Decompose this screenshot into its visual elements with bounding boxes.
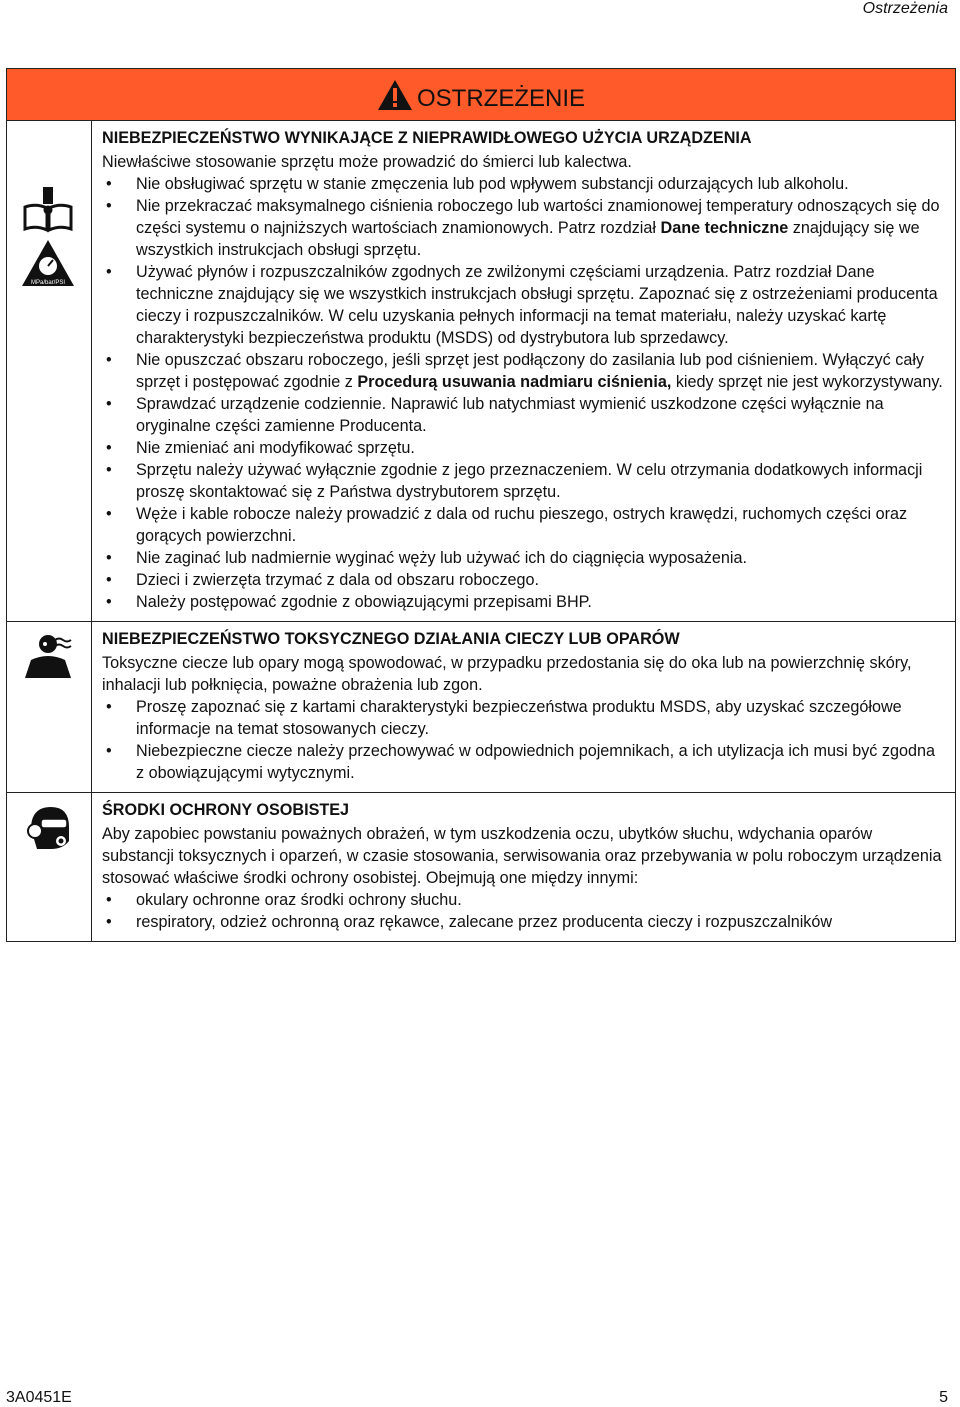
list-item: • Nie przekraczać maksymalnego ciśnienia roboczego lub wartości znamionowej temperatury odnoszących się do części systemu o najniższych wartościach znamionowych. Patrz rozdział Dane techniczne znajdujący się we wszystkich instrukcjach obsługi sprzętu. (102, 195, 945, 261)
toxic-fumes-icon (21, 632, 75, 683)
section-intro: Toksyczne ciecze lub opary mogą spowodować, w przypadku przedostania się do oka lub na powierzchnię skóry, inhalacji lub połknięcia, poważne obrażenia lub zgon. (102, 654, 912, 694)
section-intro: Niewłaściwe stosowanie sprzętu może prowadzić do śmierci lub kalectwa. (102, 153, 632, 171)
equipment-misuse-section (7, 121, 955, 622)
section-title: NIEBEZPIECZEŃSTWO TOKSYCZNEGO DZIAŁANIA CIECZY LUB OPARÓW (102, 630, 680, 648)
list-item: • Nie opuszczać obszaru roboczego, jeśli sprzęt jest podłączony do zasilania lub pod ciśnieniem. Wyłączyć cały sprzęt i postępować zgodnie z Procedurą usuwania nadmiaru ciśnienia, kiedy sprzęt nie jest wykorzystywany. (102, 349, 945, 393)
document-number: 3A0451E (6, 1389, 72, 1406)
page-number: 5 (939, 1389, 948, 1406)
warning-title: OSTRZEŻENIE (416, 84, 585, 112)
list-item: • Węże i kable robocze należy prowadzić z dala od ruchu pieszego, ostrych krawędzi, ruchomych części oraz gorących powierzchni. (102, 503, 945, 547)
icon-column (7, 793, 92, 941)
ppe-section (7, 793, 955, 941)
list-item: • Należy postępować zgodnie z obowiązującymi przepisami BHP. (102, 591, 945, 613)
section-text (92, 622, 955, 792)
read-manual-icon (23, 187, 73, 238)
list-item: • Dzieci i zwierzęta trzymać z dala od obszaru roboczego. (102, 569, 945, 591)
warning-table (6, 68, 956, 942)
bullet-list (102, 696, 945, 784)
protective-gear-icon (23, 803, 73, 856)
icon-column (7, 121, 92, 621)
list-item: • Używać płynów i rozpuszczalników zgodnych ze zwilżonymi częściami urządzenia. Patrz rozdział Dane techniczne znajdujący się we wszystkich instrukcjach obsługi sprzętu. Zapoznać się z ostrzeżeniami producenta cieczy i rozpuszczalników. W celu uzyskania pełnych informacji na temat materiału, należy uzyskać kartę charakterystyki bezpieczeństwa produktu (MSDS) od dystrybutora lub sprzedawcy. (102, 261, 945, 349)
list-item: • respiratory, odzież ochronną oraz rękawce, zalecane przez producenta cieczy i rozpuszczalników (102, 911, 945, 933)
section-intro: Aby zapobiec powstaniu poważnych obrażeń, w tym uszkodzenia oczu, ubytków słuchu, wdychania oparów substancji toksycznych i oparzeń, w czasie stosowania, serwisowania oraz przebywania w polu roboczym urządzenia stosować właściwe środki ochrony osobistej. Obejmują one między innymi: (102, 825, 942, 887)
list-item: • Niebezpieczne ciecze należy przechowywać w odpowiednich pojemnikach, a ich utylizacja ich musi być zgodna z obowiązującymi wytycznymi. (102, 740, 945, 784)
warning-triangle-icon (377, 79, 413, 118)
gauge-label: MPa/bar/PSI (30, 280, 66, 286)
list-item: • Sprawdzać urządzenie codziennie. Naprawić lub natychmiast wymienić uszkodzone części wyłącznie na oryginalne części zamienne Producenta. (102, 393, 945, 437)
icon-column (7, 622, 92, 792)
warning-banner (7, 69, 955, 121)
section-title: ŚRODKI OCHRONY OSOBISTEJ (102, 801, 350, 819)
section-text (92, 793, 955, 941)
bullet-list (102, 889, 945, 933)
list-item: • Sprzętu należy używać wyłącznie zgodnie z jego przeznaczeniem. W celu otrzymania dodatkowych informacji proszę skontaktować się z Państwa dystrybutorem sprzętu. (102, 459, 945, 503)
list-item: • Nie zaginać lub nadmiernie wyginać węży lub używać ich do ciągnięcia wyposażenia. (102, 547, 945, 569)
toxic-fluid-section (7, 622, 955, 793)
pressure-gauge-icon (21, 239, 75, 292)
bullet-list (102, 173, 945, 613)
section-title: NIEBEZPIECZEŃSTWO WYNIKAJĄCE Z NIEPRAWIDŁOWEGO UŻYCIA URZĄDZENIA (102, 129, 752, 147)
section-header: Ostrzeżenia (862, 0, 948, 17)
section-text (92, 121, 955, 621)
list-item: • Nie obsługiwać sprzętu w stanie zmęczenia lub pod wpływem substancji odurzających lub alkoholu. (102, 173, 945, 195)
list-item: • Nie zmieniać ani modyfikować sprzętu. (102, 437, 945, 459)
list-item: • Proszę zapoznać się z kartami charakterystyki bezpieczeństwa produktu MSDS, aby uzyskać szczegółowe informacje na temat stosowanych cieczy. (102, 696, 945, 740)
list-item: • okulary ochronne oraz środki ochrony słuchu. (102, 889, 945, 911)
